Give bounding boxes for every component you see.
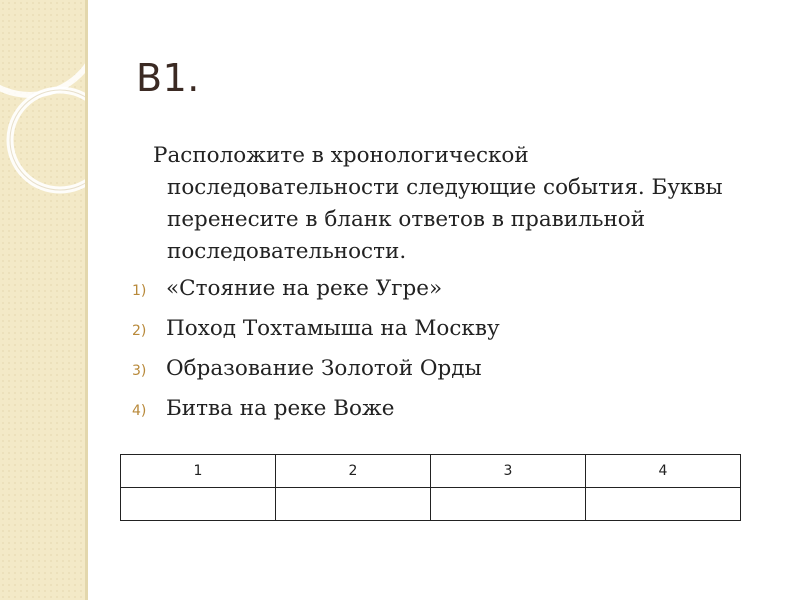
list-item <box>132 356 500 396</box>
table-header-cell: 2 <box>276 455 431 488</box>
event-number: 3) <box>132 363 147 379</box>
list-item <box>132 276 500 316</box>
answer-cell[interactable] <box>586 488 741 521</box>
table-header-row <box>121 455 741 488</box>
slide-title: B1. <box>136 56 200 100</box>
answer-table <box>120 454 741 521</box>
event-text: Образование Золотой Орды <box>166 356 482 381</box>
event-number: 1) <box>132 283 147 299</box>
table-header-cell: 3 <box>431 455 586 488</box>
event-text: Битва на реке Воже <box>166 396 395 421</box>
table-header-cell: 4 <box>586 455 741 488</box>
instruction-line-rest: последовательности следующие события. Буквы перенесите в бланк ответов в правильной последовательности. <box>167 175 723 264</box>
event-number: 2) <box>132 323 147 339</box>
events-list <box>132 276 500 436</box>
answer-cell[interactable] <box>121 488 276 521</box>
table-header-cell: 1 <box>121 455 276 488</box>
answer-cell[interactable] <box>431 488 586 521</box>
instruction-text <box>153 140 773 268</box>
answer-cell[interactable] <box>276 488 431 521</box>
event-number: 4) <box>132 403 147 419</box>
list-item <box>132 316 500 356</box>
event-text: Поход Тохтамыша на Москву <box>166 316 500 341</box>
event-text: «Стояние на реке Угре» <box>166 276 443 301</box>
table-row <box>121 488 741 521</box>
instruction-line-1: Расположите в хронологической <box>153 143 529 168</box>
sidebar-divider <box>85 0 88 600</box>
decorative-rings <box>0 0 88 600</box>
list-item <box>132 396 500 436</box>
decorative-sidebar <box>0 0 88 600</box>
